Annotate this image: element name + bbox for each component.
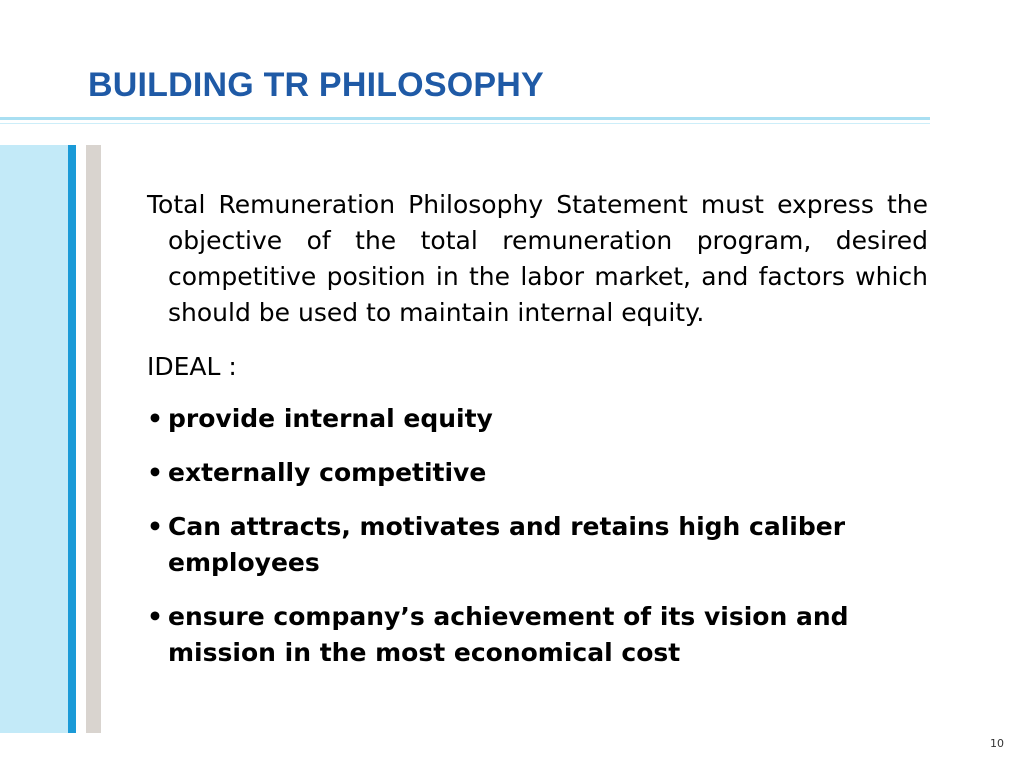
philosophy-paragraph: Total Remuneration Philosophy Statement must express the objective of the total remuneration program, desired competitive position in the labor market, and factors which should be used to maintain internal equity. xyxy=(147,190,928,327)
list-item xyxy=(147,599,928,671)
bullet-icon: • xyxy=(147,404,163,433)
page-number: 10 xyxy=(990,737,1004,750)
left-decorative-panel xyxy=(0,145,68,733)
list-item-text: provide internal equity xyxy=(168,404,493,433)
bullet-icon: • xyxy=(147,602,163,631)
bullet-icon: • xyxy=(147,512,163,541)
title-underline-thin xyxy=(0,123,930,124)
list-item xyxy=(147,455,928,491)
list-item-text: ensure company’s achievement of its vision and mission in the most economical cost xyxy=(168,602,849,667)
title-underline xyxy=(0,117,930,120)
slide-title: BUILDING TR PHILOSOPHY xyxy=(88,66,544,104)
ideal-list xyxy=(147,401,928,671)
list-item xyxy=(147,401,928,437)
slide-body xyxy=(147,187,928,689)
bullet-icon: • xyxy=(147,458,163,487)
left-accent-bar xyxy=(68,145,76,733)
list-item-text: externally competitive xyxy=(168,458,487,487)
list-item xyxy=(147,509,928,581)
left-gray-bar xyxy=(86,145,101,733)
ideal-label: IDEAL : xyxy=(147,352,237,381)
list-item-text: Can attracts, motivates and retains high caliber employees xyxy=(168,512,846,577)
